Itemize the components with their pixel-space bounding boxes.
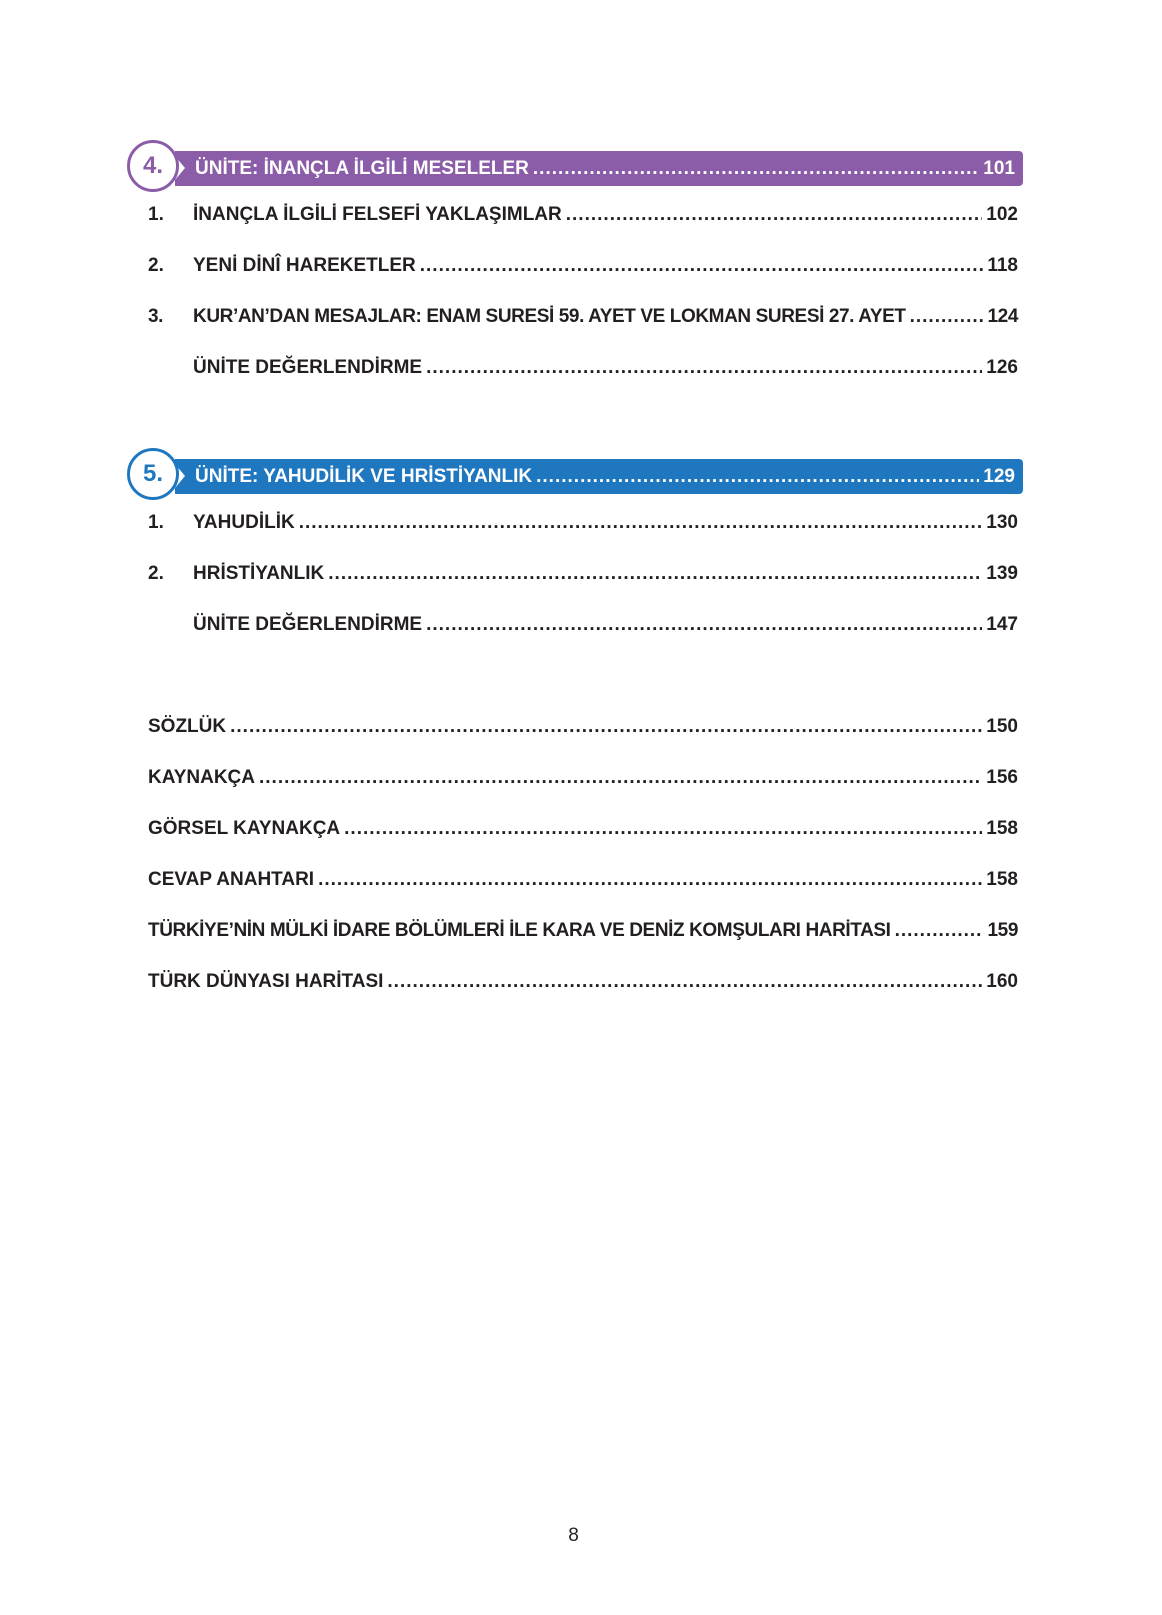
unit-4-bar — [175, 151, 1023, 186]
entry-page: 147 — [986, 614, 1018, 635]
unit-title: ÜNİTE: YAHUDİLİK VE HRİSTİYANLIK — [195, 465, 533, 487]
toc-entry[interactable] — [148, 512, 1018, 536]
dot-leader — [536, 466, 979, 488]
page-number: 8 — [568, 1525, 579, 1546]
entry-title: HRİSTİYANLIK — [193, 563, 325, 584]
toc-entry[interactable] — [148, 306, 1018, 330]
entry-page: 102 — [986, 204, 1018, 225]
appendix-entry[interactable] — [148, 971, 1018, 995]
entry-title: KAYNAKÇA — [148, 767, 255, 788]
dot-leader — [299, 512, 983, 534]
appendix-entry[interactable] — [148, 818, 1018, 842]
dot-leader — [910, 306, 984, 328]
entry-page: 126 — [986, 357, 1018, 378]
entry-page: 139 — [986, 563, 1018, 584]
entry-title: CEVAP ANAHTARI — [148, 869, 315, 890]
dot-leader — [426, 357, 982, 379]
entry-title: TÜRK DÜNYASI HARİTASI — [148, 971, 384, 992]
dot-leader — [230, 716, 982, 738]
unit-number-badge: 4. — [127, 140, 179, 192]
entry-page: 150 — [986, 716, 1018, 737]
entry-title: ÜNİTE DEĞERLENDİRME — [193, 357, 423, 378]
unit-number-badge: 5. — [127, 448, 179, 500]
unit-title: ÜNİTE: İNANÇLA İLGİLİ MESELELER — [195, 157, 529, 179]
dot-leader — [387, 971, 982, 993]
toc-entry[interactable] — [148, 255, 1018, 279]
dot-leader — [259, 767, 982, 789]
dot-leader — [318, 869, 982, 891]
dot-leader — [533, 158, 979, 180]
entry-title: SÖZLÜK — [148, 716, 227, 737]
appendix-entry[interactable] — [148, 716, 1018, 740]
dot-leader — [566, 204, 983, 226]
entry-number: 1. — [148, 512, 164, 533]
entry-title: TÜRKİYE’NİN MÜLKİ İDARE BÖLÜMLERİ İLE KARA VE DENİZ KOMŞULARI HARİTASI — [148, 920, 891, 941]
entry-title: KUR’AN’DAN MESAJLAR: ENAM SURESİ 59. AYET VE LOKMAN SURESİ 27. AYET — [193, 306, 906, 327]
entry-page: 130 — [986, 512, 1018, 533]
toc-entry[interactable] — [148, 614, 1018, 638]
dot-leader — [895, 920, 984, 942]
entry-title: İNANÇLA İLGİLİ FELSEFİ YAKLAŞIMLAR — [193, 204, 562, 225]
unit-4-header[interactable] — [125, 134, 1025, 194]
entry-page: 158 — [986, 869, 1018, 890]
dot-leader — [344, 818, 982, 840]
entry-number: 2. — [148, 563, 164, 584]
entry-title: ÜNİTE DEĞERLENDİRME — [193, 614, 423, 635]
unit-5-bar — [175, 459, 1023, 494]
entry-number: 3. — [148, 306, 164, 327]
entry-number: 2. — [148, 255, 164, 276]
entry-page: 118 — [987, 255, 1018, 276]
entry-page: 158 — [986, 818, 1018, 839]
entry-page: 156 — [986, 767, 1018, 788]
entry-title: YAHUDİLİK — [193, 512, 295, 533]
unit-page: 129 — [983, 465, 1015, 487]
entry-page: 160 — [986, 971, 1018, 992]
entry-number: 1. — [148, 204, 164, 225]
dot-leader — [420, 255, 984, 277]
unit-5-header[interactable] — [125, 442, 1025, 502]
entry-page: 124 — [987, 306, 1018, 327]
appendix-entry[interactable] — [148, 767, 1018, 791]
entry-title: GÖRSEL KAYNAKÇA — [148, 818, 341, 839]
appendix-entry[interactable] — [148, 920, 1018, 944]
appendix-entry[interactable] — [148, 869, 1018, 893]
entry-title: YENİ DİNÎ HAREKETLER — [193, 255, 416, 276]
dot-leader — [426, 614, 982, 636]
toc-entry[interactable] — [148, 357, 1018, 381]
toc-entry[interactable] — [148, 563, 1018, 587]
entry-page: 159 — [987, 920, 1018, 941]
toc-entry[interactable] — [148, 204, 1018, 228]
dot-leader — [328, 563, 982, 585]
unit-page: 101 — [983, 157, 1015, 179]
